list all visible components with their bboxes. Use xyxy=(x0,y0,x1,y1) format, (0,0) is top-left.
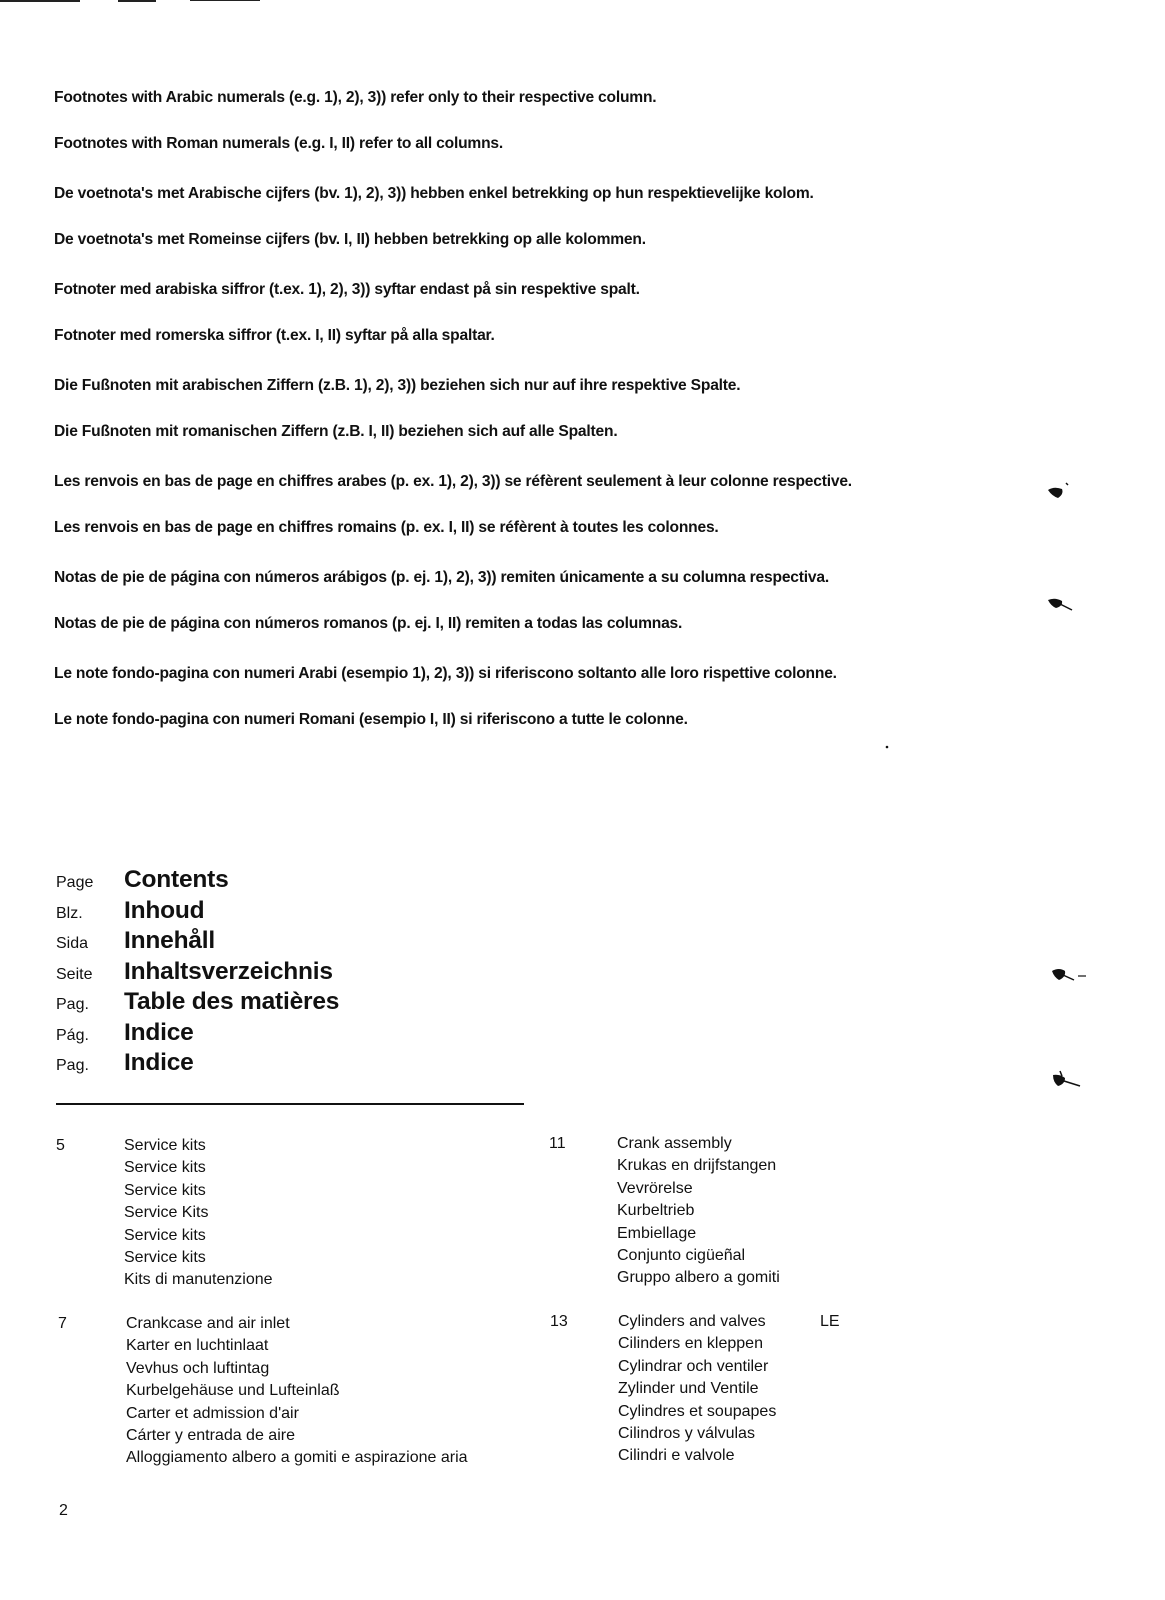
toc-item: Service kits xyxy=(124,1249,206,1267)
contents-heading-block xyxy=(56,866,339,1080)
footnote-line: Les renvois en bas de page en chiffres arabes (p. ex. 1), 2), 3)) se réfèrent seulement à leur colonne respective. xyxy=(54,473,852,490)
scan-mark-icon xyxy=(1050,1068,1086,1092)
toc-item-list xyxy=(618,1311,776,1468)
contents-title: Indice xyxy=(124,1018,194,1046)
contents-heading-row xyxy=(56,927,339,958)
page-label: Pág. xyxy=(56,1026,89,1044)
toc-item: Embiellage xyxy=(617,1224,697,1242)
toc-page-number: 7 xyxy=(58,1315,67,1332)
toc-page-number: 11 xyxy=(549,1135,566,1152)
contents-heading-row xyxy=(56,1019,339,1050)
contents-divider xyxy=(56,1103,524,1105)
contents-title: Contents xyxy=(124,866,229,893)
footnote-group-es xyxy=(54,568,1054,634)
contents-title: Innehåll xyxy=(124,927,215,954)
toc-item: Service kits xyxy=(124,1181,206,1199)
top-edge-mark xyxy=(190,0,260,1)
contents-heading-row xyxy=(56,958,339,989)
toc-item: Cárter y entrada de aire xyxy=(126,1427,295,1445)
contents-title: Table des matières xyxy=(124,988,340,1015)
toc-item: Krukas en drijfstangen xyxy=(617,1157,777,1175)
footnote-line: Fotnoter med arabiska siffror (t.ex. 1), 2), 3)) syftar endast på sin respektive spalt. xyxy=(54,281,640,298)
toc-item: Kurbeltrieb xyxy=(617,1202,695,1220)
toc-item: Cylindres et soupapes xyxy=(618,1402,777,1420)
footnote-line: Die Fußnoten mit arabischen Ziffern (z.B. 1), 2), 3)) beziehen sich nur auf ihre respektive Spalte. xyxy=(54,377,741,394)
toc-item: Cilindri e valvole xyxy=(618,1447,735,1465)
page-number: 2 xyxy=(59,1502,68,1519)
toc-item: Vevrörelse xyxy=(617,1179,693,1197)
contents-heading-row xyxy=(56,988,339,1019)
toc-item: Cylindrar och ventiler xyxy=(618,1357,769,1375)
contents-heading-row xyxy=(56,897,339,928)
footnote-line: Fotnoter med romerska siffror (t.ex. I, II) syftar på alla spaltar. xyxy=(54,327,495,344)
footnote-explanations xyxy=(54,88,1054,760)
toc-item: Alloggiamento albero a gomiti e aspirazione aria xyxy=(126,1449,468,1467)
footnote-line: Footnotes with Arabic numerals (e.g. 1), 2), 3)) refer only to their respective column. xyxy=(54,89,657,106)
footnote-line: Die Fußnoten mit romanischen Ziffern (z.B. I, II) beziehen sich auf alle Spalten. xyxy=(54,423,618,440)
footnote-line: Footnotes with Roman numerals (e.g. I, II) refer to all columns. xyxy=(54,135,504,152)
page-label: Pag. xyxy=(56,1057,89,1074)
contents-title: Indice xyxy=(124,1049,194,1076)
toc-page-number: 13 xyxy=(550,1313,568,1330)
footnote-line: Les renvois en bas de page en chiffres romains (p. ex. I, II) se réfèrent à toutes les colonnes. xyxy=(54,519,719,536)
footnote-group-it xyxy=(54,664,1054,730)
scan-mark-icon xyxy=(1046,592,1078,614)
footnote-line: De voetnota's met Arabische cijfers (bv. 1), 2), 3)) hebben enkel betrekking op hun respektievelijke kolom. xyxy=(54,185,814,202)
toc-item: Crank assembly xyxy=(617,1135,732,1152)
footnote-group-en xyxy=(54,88,1054,154)
toc-item: Zylinder und Ventile xyxy=(618,1380,759,1398)
toc-item-list xyxy=(126,1313,468,1470)
toc-item: Crankcase and air inlet xyxy=(126,1315,290,1332)
toc-item: Service Kits xyxy=(124,1204,209,1222)
scan-mark-icon xyxy=(1050,962,1090,986)
top-edge-mark xyxy=(118,0,156,2)
page-label: Seite xyxy=(56,965,93,983)
toc-item: Carter et admission d'air xyxy=(126,1404,299,1422)
toc-item: Karter en luchtinlaat xyxy=(126,1337,269,1355)
contents-title: Inhaltsverzeichnis xyxy=(124,957,333,985)
footnote-line: Notas de pie de página con números romanos (p. ej. I, II) remiten a todas las columnas. xyxy=(54,615,683,632)
footnote-group-de xyxy=(54,376,1054,442)
toc-item: Conjunto cigüeñal xyxy=(617,1247,746,1265)
page-label: Blz. xyxy=(56,904,83,922)
page-label: Pag. xyxy=(56,996,89,1013)
toc-item: Gruppo albero a gomiti xyxy=(617,1269,780,1287)
toc-item: Service kits xyxy=(124,1159,206,1177)
toc-item-list xyxy=(124,1135,273,1292)
toc-page-number: 5 xyxy=(56,1137,65,1154)
toc-item: Cilindros y válvulas xyxy=(618,1425,755,1443)
toc-item: Cylinders and valves xyxy=(618,1313,766,1330)
toc-item: Kurbelgehäuse und Lufteinlaß xyxy=(126,1382,340,1400)
page-label: Sida xyxy=(56,935,89,952)
toc-item: Kits di manutenzione xyxy=(124,1271,273,1289)
contents-title: Inhoud xyxy=(124,896,205,924)
footnote-line: Notas de pie de página con números arábigos (p. ej. 1), 2), 3)) remiten únicamente a su columna respectiva. xyxy=(54,569,829,586)
scan-mark-icon xyxy=(1046,480,1076,502)
footnote-group-fr xyxy=(54,472,1054,538)
contents-heading-row xyxy=(56,1049,339,1080)
footnote-line: Le note fondo-pagina con numeri Arabi (esempio 1), 2), 3)) si riferiscono soltanto alle loro rispettive colonne. xyxy=(54,665,837,682)
toc-item: Service kits xyxy=(124,1226,206,1244)
footnote-group-sv xyxy=(54,280,1054,346)
top-edge-mark xyxy=(0,0,80,2)
toc-item: Cilinders en kleppen xyxy=(618,1335,763,1353)
scan-dot-icon xyxy=(884,744,890,750)
footnote-group-nl xyxy=(54,184,1054,250)
toc-item-list xyxy=(617,1133,780,1290)
contents-heading-row xyxy=(56,866,339,897)
footnote-line: De voetnota's met Romeinse cijfers (bv. I, II) hebben betrekking op alle kolommen. xyxy=(54,231,646,248)
footnote-line: Le note fondo-pagina con numeri Romani (esempio I, II) si riferiscono a tutte le colonne. xyxy=(54,711,688,728)
toc-item: Vevhus och luftintag xyxy=(126,1359,270,1377)
section-note: LE xyxy=(820,1313,840,1330)
toc-item: Service kits xyxy=(124,1137,206,1154)
page-label: Page xyxy=(56,874,94,891)
